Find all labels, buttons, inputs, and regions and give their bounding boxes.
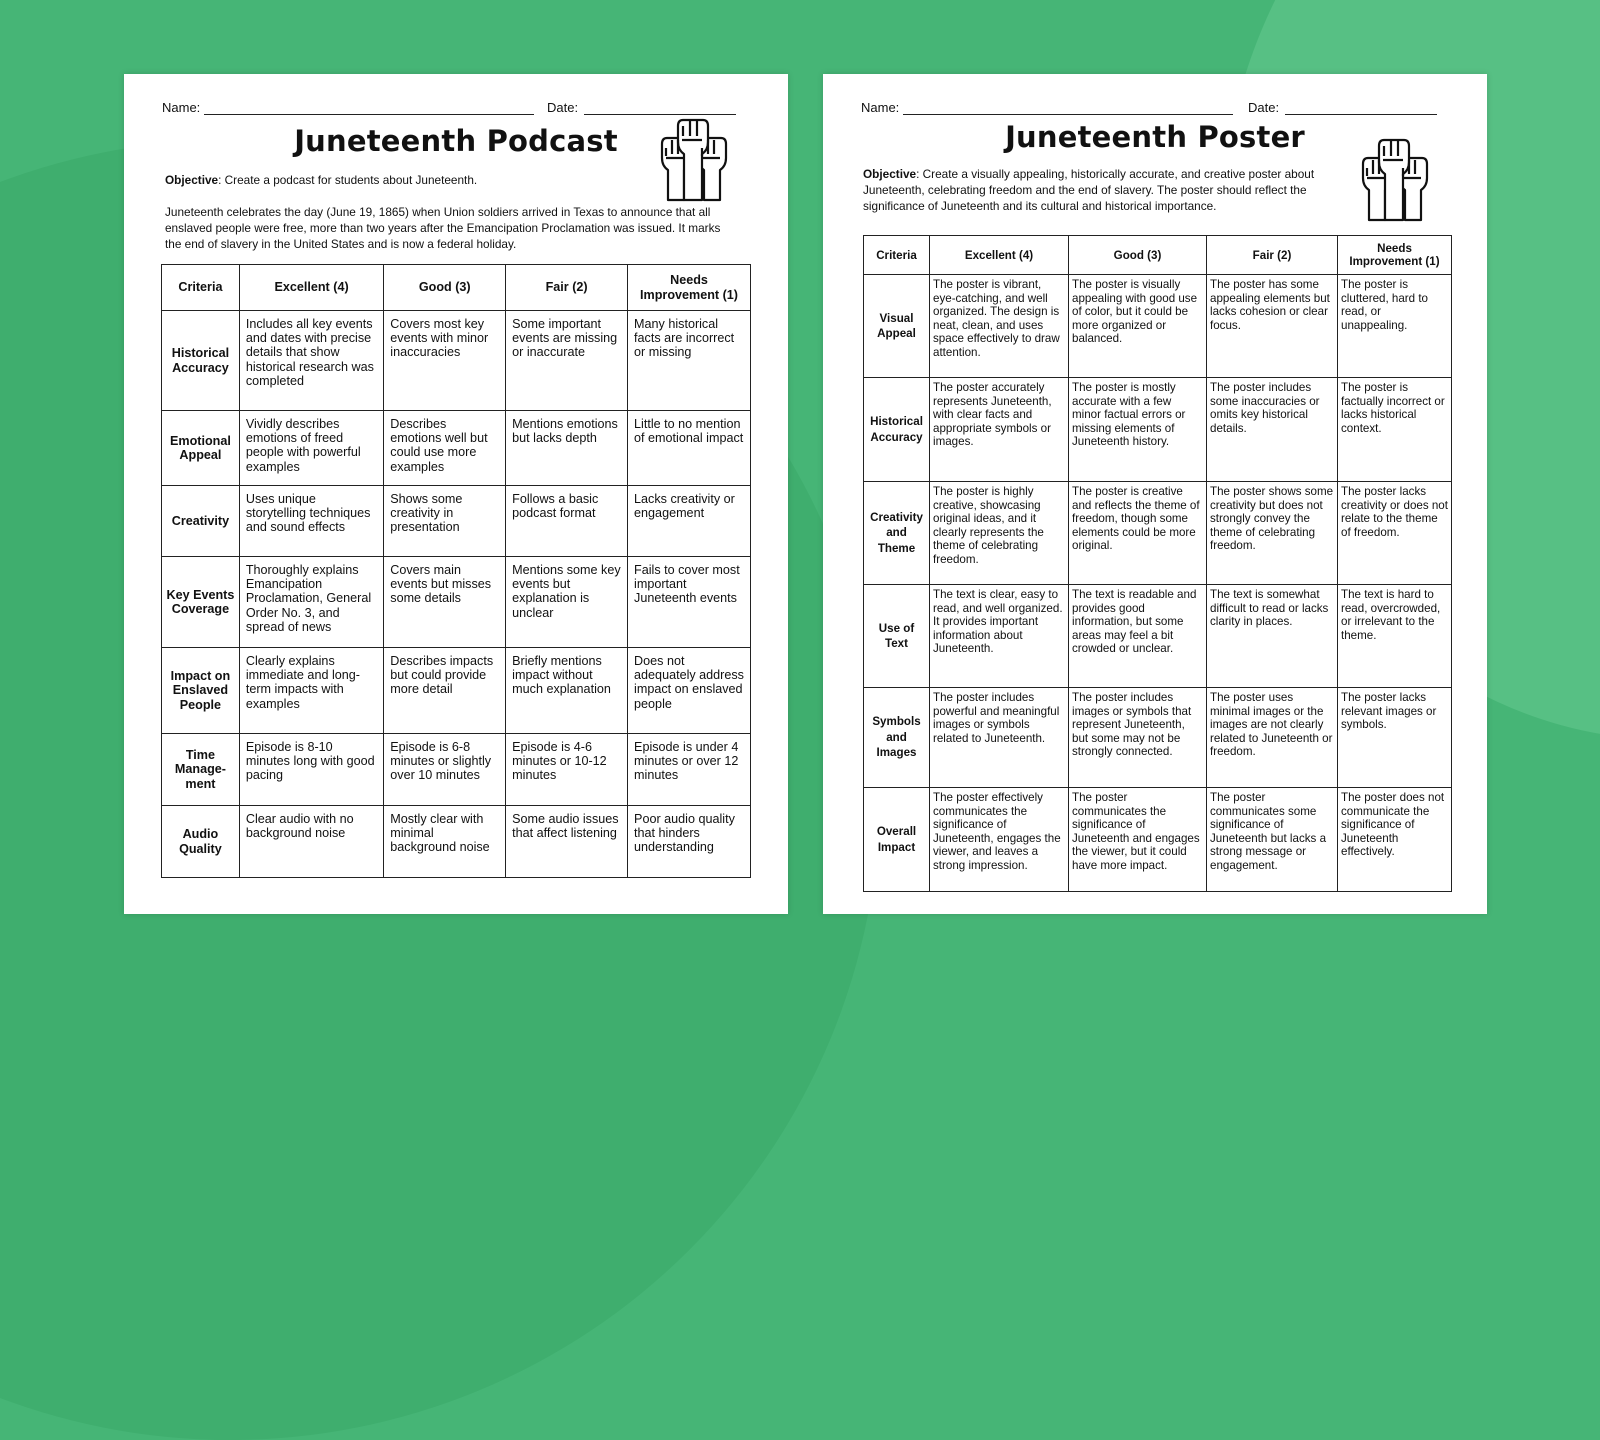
criteria-cell: Audio Quality — [162, 806, 240, 878]
rubric-cell: The poster is factually incorrect or lacks historical context. — [1338, 378, 1452, 482]
criteria-cell: Overall Impact — [864, 788, 930, 892]
intro-paragraph: Juneteenth celebrates the day (June 19, 1865) when Union soldiers arrived in Texas to announce that all enslaved people were free, more than two years after the Emancipation Proclamation was issued. It marks the end of slavery in the United States and is now a federal holiday. — [165, 205, 721, 251]
rubric-cell: The poster is vibrant, eye-catching, and well organized. The design is neat, clean, and uses space effectively to draw attention. — [930, 275, 1069, 378]
table-header-row — [162, 265, 751, 311]
rubric-cell: Covers main events but misses some details — [384, 557, 506, 648]
rubric-table — [863, 235, 1452, 892]
column-header: Excellent (4) — [930, 236, 1069, 275]
table-row — [864, 688, 1452, 788]
rubric-cell: The text is readable and provides good information, but some areas may feel a bit crowded or unclear. — [1069, 585, 1207, 688]
name-date-bar — [162, 100, 750, 118]
rubric-cell: The text is hard to read, overcrowded, or irrelevant to the theme. — [1338, 585, 1452, 688]
rubric-cell: Poor audio quality that hinders understanding — [628, 806, 751, 878]
criteria-cell: Visual Appeal — [864, 275, 930, 378]
rubric-cell: Shows some creativity in presentation — [384, 486, 506, 557]
rubric-table — [161, 264, 751, 878]
column-header: Fair (2) — [506, 265, 628, 311]
objective-body: : Create a podcast for students about Juneteenth. — [218, 173, 478, 187]
rubric-cell: Mostly clear with minimal background noise — [384, 806, 506, 878]
rubric-cell: Episode is 6-8 minutes or slightly over 10 minutes — [384, 734, 506, 806]
rubric-cell: Lacks creativity or engagement — [628, 486, 751, 557]
table-row — [162, 486, 751, 557]
rubric-cell: The poster accurately represents Juneteenth, with clear facts and appropriate symbols or images. — [930, 378, 1069, 482]
page-title: Juneteenth Poster — [1005, 120, 1305, 154]
date-label: Date: — [1248, 100, 1280, 115]
column-header: Fair (2) — [1207, 236, 1338, 275]
raised-fists-icon — [1355, 138, 1435, 222]
rubric-cell: Describes emotions well but could use more examples — [384, 411, 506, 486]
column-header: Needs Improvement (1) — [628, 265, 751, 311]
poster-rubric-page — [823, 74, 1487, 914]
rubric-cell: Some audio issues that affect listening — [506, 806, 628, 878]
page-title: Juneteenth Podcast — [294, 124, 618, 158]
table-row — [162, 806, 751, 878]
column-header: Good (3) — [1069, 236, 1207, 275]
name-line — [903, 114, 1233, 115]
rubric-cell: The poster shows some creativity but does not strongly convey the theme of celebrating freedom. — [1207, 482, 1338, 585]
rubric-cell: The poster is highly creative, showcasing original ideas, and it clearly represents the theme of celebrating freedom. — [930, 482, 1069, 585]
objective-text — [863, 166, 1349, 214]
rubric-cell: The poster effectively communicates the significance of Juneteenth, engages the viewer, and leaves a strong impression. — [930, 788, 1069, 892]
criteria-cell: Impact on Enslaved People — [162, 648, 240, 734]
table-row — [864, 482, 1452, 585]
rubric-cell: Does not adequately address impact on enslaved people — [628, 648, 751, 734]
column-header: Criteria — [864, 236, 930, 275]
name-label: Name: — [861, 100, 900, 115]
rubric-cell: The poster lacks relevant images or symbols. — [1338, 688, 1452, 788]
criteria-cell: Key Events Coverage — [162, 557, 240, 648]
rubric-cell: Covers most key events with minor inaccuracies — [384, 311, 506, 411]
column-header: Needs Improvement (1) — [1338, 236, 1452, 275]
rubric-cell: The poster communicates some significance of Juneteenth but lacks a strong message or engagement. — [1207, 788, 1338, 892]
rubric-cell: The text is somewhat difficult to read or lacks clarity in places. — [1207, 585, 1338, 688]
table-row — [162, 411, 751, 486]
rubric-cell: Briefly mentions impact without much explanation — [506, 648, 628, 734]
rubric-cell: The poster is creative and reflects the theme of freedom, though some elements could be more original. — [1069, 482, 1207, 585]
objective-label: Objective — [863, 167, 917, 181]
rubric-cell: Uses unique storytelling techniques and sound effects — [239, 486, 383, 557]
column-header: Criteria — [162, 265, 240, 311]
column-header: Excellent (4) — [239, 265, 383, 311]
table-row — [864, 788, 1452, 892]
objective-body: : Create a visually appealing, historically accurate, and creative poster about Juneteenth, celebrating freedom and the end of slavery. The poster should reflect the significance of Juneteenth and its cultural and historical importance. — [863, 167, 1315, 213]
criteria-cell: Historical Accuracy — [162, 311, 240, 411]
rubric-cell: Clear audio with no background noise — [239, 806, 383, 878]
criteria-cell: Historical Accuracy — [864, 378, 930, 482]
rubric-cell: Little to no mention of emotional impact — [628, 411, 751, 486]
rubric-cell: The poster communicates the significance of Juneteenth and engages the viewer, but it could have more impact. — [1069, 788, 1207, 892]
rubric-cell: Episode is 4-6 minutes or 10-12 minutes — [506, 734, 628, 806]
rubric-cell: The poster includes powerful and meaningful images or symbols related to Juneteenth. — [930, 688, 1069, 788]
table-row — [162, 557, 751, 648]
criteria-cell: Emotional Appeal — [162, 411, 240, 486]
rubric-cell: The poster has some appealing elements but lacks cohesion or clear focus. — [1207, 275, 1338, 378]
rubric-cell: Vividly describes emotions of freed people with powerful examples — [239, 411, 383, 486]
rubric-cell: The poster is cluttered, hard to read, or unappealing. — [1338, 275, 1452, 378]
criteria-cell: Symbols and Images — [864, 688, 930, 788]
podcast-rubric-page — [124, 74, 788, 914]
criteria-cell: Creativity and Theme — [864, 482, 930, 585]
objective-text — [165, 172, 725, 188]
rubric-cell: The poster includes images or symbols that represent Juneteenth, but some may not be strongly connected. — [1069, 688, 1207, 788]
table-row — [864, 275, 1452, 378]
rubric-cell: Fails to cover most important Juneteenth events — [628, 557, 751, 648]
column-header: Good (3) — [384, 265, 506, 311]
rubric-cell: Follows a basic podcast format — [506, 486, 628, 557]
rubric-cell: Some important events are missing or inaccurate — [506, 311, 628, 411]
rubric-cell: Thoroughly explains Emancipation Proclamation, General Order No. 3, and spread of news — [239, 557, 383, 648]
rubric-cell: The text is clear, easy to read, and well organized. It provides important information about Juneteenth. — [930, 585, 1069, 688]
table-row — [162, 311, 751, 411]
rubric-cell: Describes impacts but could provide more detail — [384, 648, 506, 734]
criteria-cell: Use of Text — [864, 585, 930, 688]
rubric-cell: Episode is 8-10 minutes long with good pacing — [239, 734, 383, 806]
criteria-cell: Time Manage-ment — [162, 734, 240, 806]
rubric-cell: The poster uses minimal images or the images are not clearly related to Juneteenth or freedom. — [1207, 688, 1338, 788]
raised-fists-icon — [654, 118, 734, 202]
table-row — [864, 378, 1452, 482]
name-date-bar — [861, 100, 1449, 118]
rubric-cell: The poster does not communicate the significance of Juneteenth effectively. — [1338, 788, 1452, 892]
rubric-cell: Many historical facts are incorrect or missing — [628, 311, 751, 411]
rubric-cell: Clearly explains immediate and long-term impacts with examples — [239, 648, 383, 734]
objective-label: Objective — [165, 173, 219, 187]
criteria-cell: Creativity — [162, 486, 240, 557]
rubric-cell: The poster is mostly accurate with a few minor factual errors or missing elements of Juneteenth history. — [1069, 378, 1207, 482]
rubric-cell: Includes all key events and dates with precise details that show historical research was completed — [239, 311, 383, 411]
rubric-cell: Mentions emotions but lacks depth — [506, 411, 628, 486]
table-row — [864, 585, 1452, 688]
rubric-cell: Episode is under 4 minutes or over 12 minutes — [628, 734, 751, 806]
table-row — [162, 734, 751, 806]
name-label: Name: — [162, 100, 201, 115]
rubric-cell: The poster includes some inaccuracies or omits key historical details. — [1207, 378, 1338, 482]
date-label: Date: — [547, 100, 579, 115]
name-line — [204, 114, 534, 115]
rubric-cell: Mentions some key events but explanation is unclear — [506, 557, 628, 648]
table-header-row — [864, 236, 1452, 275]
date-line — [1285, 114, 1437, 115]
rubric-cell: The poster lacks creativity or does not relate to the theme of freedom. — [1338, 482, 1452, 585]
table-row — [162, 648, 751, 734]
date-line — [584, 114, 736, 115]
rubric-cell: The poster is visually appealing with good use of color, but it could be more organized or balanced. — [1069, 275, 1207, 378]
